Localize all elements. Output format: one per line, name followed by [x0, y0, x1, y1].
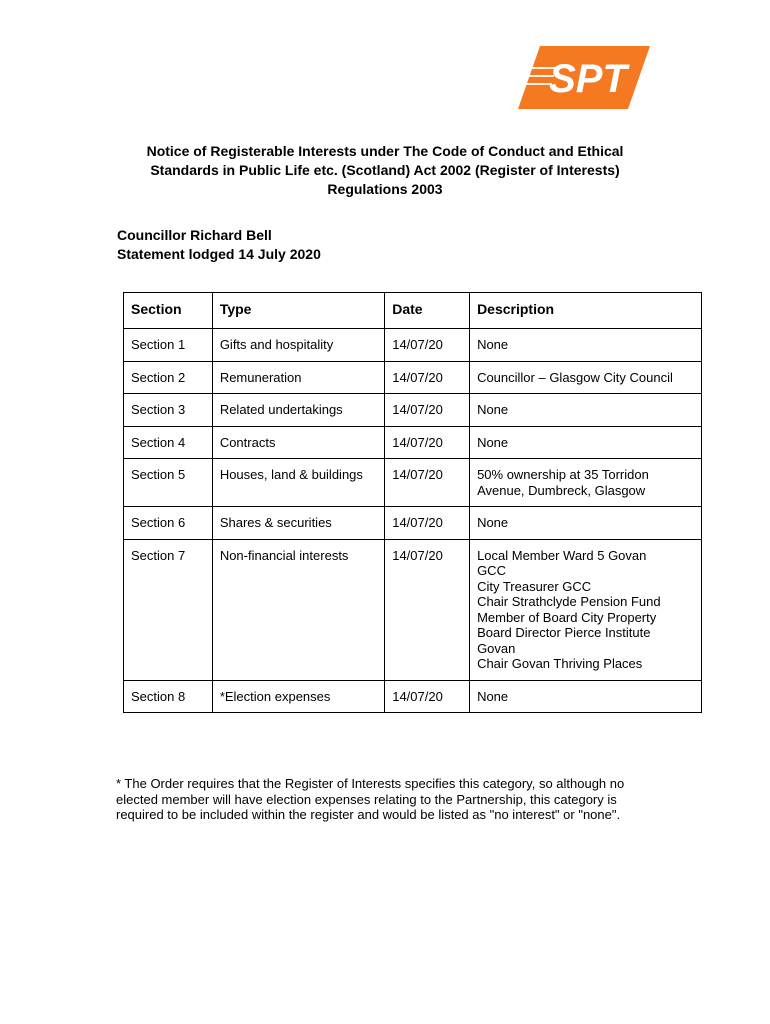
description-line: Councillor – Glasgow City Council	[477, 369, 673, 385]
section-cell: Section 2	[124, 361, 213, 394]
table-row	[124, 394, 702, 427]
table-row	[124, 426, 702, 459]
description-line: City Treasurer GCC	[477, 578, 592, 594]
description-line: GCC	[477, 563, 506, 578]
description-cell	[470, 507, 702, 540]
table-header-row	[124, 293, 702, 329]
type-cell: Shares & securities	[212, 507, 384, 540]
section-cell: Section 6	[124, 507, 213, 540]
section-cell: Section 7	[124, 539, 213, 680]
table-body	[124, 329, 702, 713]
table-row	[124, 459, 702, 507]
header-section: Section	[124, 293, 213, 329]
document-title	[100, 142, 670, 199]
title-line: Notice of Registerable Interests under The Code of Conduct and Ethical	[146, 143, 624, 159]
section-cell: Section 8	[124, 680, 213, 713]
date-cell: 14/07/20	[385, 426, 470, 459]
description-cell	[470, 394, 702, 427]
title-line: Regulations 2003	[327, 181, 443, 197]
description-cell	[470, 329, 702, 362]
description-cell	[470, 459, 702, 507]
description-cell	[470, 426, 702, 459]
type-cell: Houses, land & buildings	[212, 459, 384, 507]
description-line: Chair Govan Thriving Places	[477, 656, 643, 671]
date-cell: 14/07/20	[385, 539, 470, 680]
section-cell: Section 4	[124, 426, 213, 459]
date-cell: 14/07/20	[385, 361, 470, 394]
date-cell: 14/07/20	[385, 507, 470, 540]
description-line: None	[477, 688, 509, 704]
description-cell	[470, 361, 702, 394]
table-row	[124, 361, 702, 394]
spt-logo	[518, 46, 650, 109]
header-description: Description	[470, 293, 702, 329]
description-line: None	[477, 434, 509, 450]
spt-logo-text: SPT	[549, 57, 627, 101]
title-line: Standards in Public Life etc. (Scotland) Act 2002 (Register of Interests)	[150, 162, 620, 178]
table-row	[124, 507, 702, 540]
header-type: Type	[212, 293, 384, 329]
section-cell: Section 1	[124, 329, 213, 362]
table-row	[124, 329, 702, 362]
footnote: * The Order requires that the Register of Interests specifies this category, so although no elected member will have election expenses relating to the Partnership, this category is required to be included within the register and would be listed as "no interest" or "none".	[116, 776, 625, 822]
description-line: Govan	[477, 640, 516, 656]
register-table	[123, 292, 702, 713]
date-cell: 14/07/20	[385, 680, 470, 713]
type-cell: *Election expenses	[212, 680, 384, 713]
type-cell: Non-financial interests	[212, 539, 384, 680]
type-cell: Remuneration	[212, 361, 384, 394]
councillor-block	[117, 226, 321, 264]
date-cell: 14/07/20	[385, 459, 470, 507]
description-line: None	[477, 337, 509, 352]
date-cell: 14/07/20	[385, 394, 470, 427]
description-line: Chair Strathclyde Pension Fund	[477, 594, 661, 609]
description-cell	[470, 680, 702, 713]
type-cell: Related undertakings	[212, 394, 384, 427]
table-row	[124, 539, 702, 680]
type-cell: Contracts	[212, 426, 384, 459]
section-cell: Section 5	[124, 459, 213, 507]
description-line: 50% ownership at 35 Torridon	[477, 467, 649, 482]
description-line: Local Member Ward 5 Govan	[477, 547, 647, 563]
date-cell: 14/07/20	[385, 329, 470, 362]
description-line: None	[477, 515, 509, 530]
councillor-name: Councillor Richard Bell	[117, 227, 272, 243]
section-cell: Section 3	[124, 394, 213, 427]
description-line: Board Director Pierce Institute	[477, 625, 651, 640]
description-line: Avenue, Dumbreck, Glasgow	[477, 482, 646, 498]
statement-date: Statement lodged 14 July 2020	[117, 246, 321, 262]
description-line: None	[477, 402, 509, 417]
header-date: Date	[385, 293, 470, 329]
table-row	[124, 680, 702, 713]
description-cell	[470, 539, 702, 680]
description-line: Member of Board City Property	[477, 609, 657, 625]
type-cell: Gifts and hospitality	[212, 329, 384, 362]
